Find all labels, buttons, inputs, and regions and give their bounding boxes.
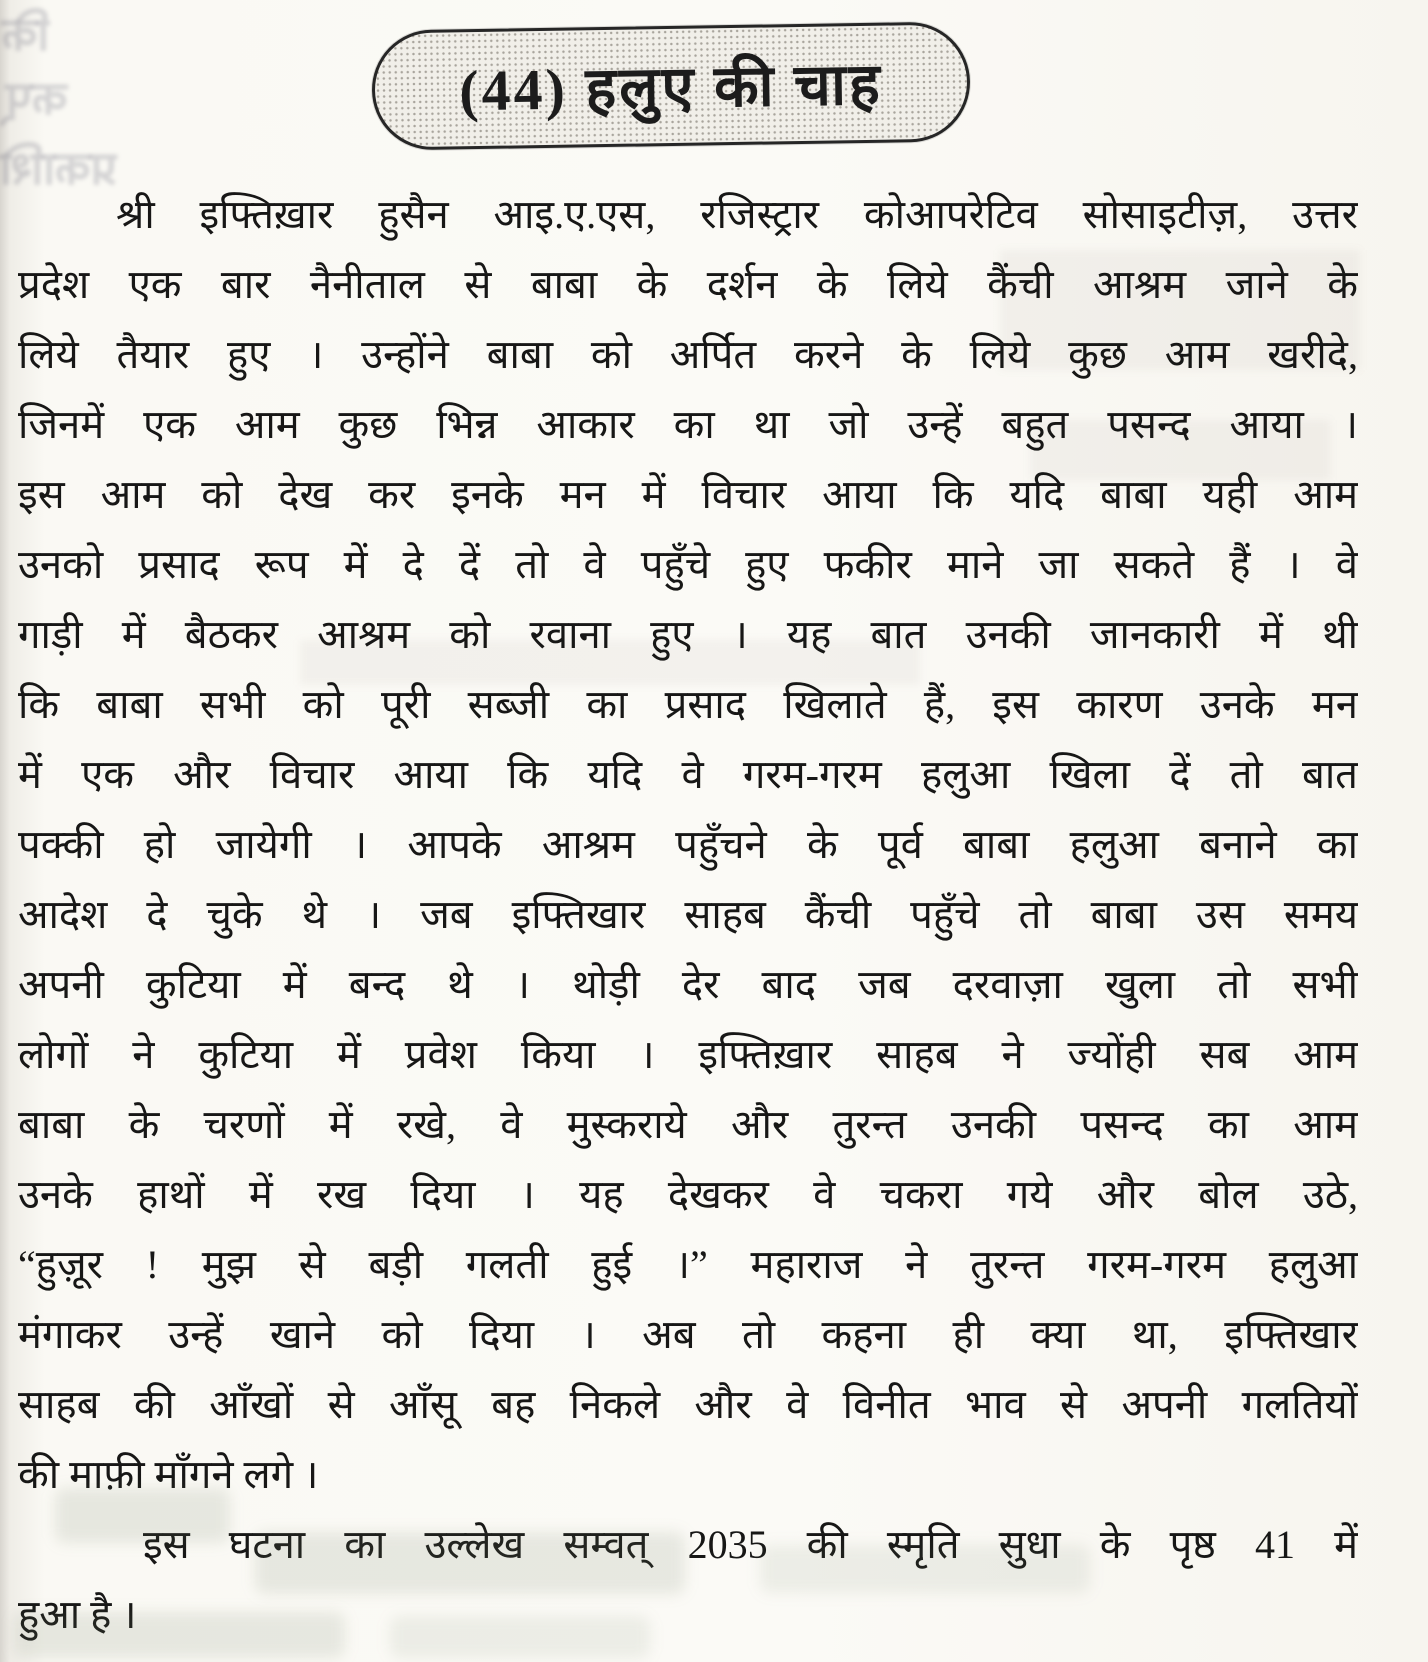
story-text xyxy=(18,180,1358,1650)
text-line: “हुज़ूर ! मुझ से बड़ी गलती हुई ।” महाराज ने तुरन्त गरम-गरम हलुआ xyxy=(18,1242,1358,1287)
text-line: प्रदेश एक बार नैनीताल से बाबा के दर्शन के लिये कैंची आश्रम जाने के xyxy=(18,262,1358,307)
bleedthrough-fragment: प्रकाशि xyxy=(0,143,117,194)
text-line: आदेश दे चुके थे । जब इफ्तिखार साहब कैंची पहुँचे तो बाबा उस समय xyxy=(18,892,1358,937)
text-line: में एक और विचार आया कि यदि वे गरम-गरम हलुआ खिला दें तो बात xyxy=(18,752,1358,797)
text-line: पक्की हो जायेगी । आपके आश्रम पहुँचने के पूर्व बाबा हलुआ बनाने का xyxy=(18,822,1358,867)
text-line: अपनी कुटिया में बन्द थे । थोड़ी देर बाद जब दरवाज़ा खुला तो सभी xyxy=(18,962,1358,1007)
bleedthrough-fragment: कप् xyxy=(6,73,68,124)
text-line: साहब की आँखों से आँसू बह निकले और वे विनीत भाव से अपनी गलतियों xyxy=(18,1382,1358,1427)
text-line: हुआ है । xyxy=(18,1592,137,1637)
chapter-title: (44) हलुए की चाह xyxy=(458,51,884,123)
text-line: लिये तैयार हुए । उन्होंने बाबा को अर्पित करने के लिये कुछ आम खरीदे, xyxy=(18,332,1358,377)
text-line: इस घटना का उल्लेख सम्वत् 2035 की स्मृति सुधा के पृष्ठ 41 में xyxy=(143,1522,1358,1567)
text-line: गाड़ी में बैठकर आश्रम को रवाना हुए । यह बात उनकी जानकारी में थी xyxy=(18,612,1358,657)
bleedthrough-fragment: कि xyxy=(2,9,50,60)
text-line: श्री इफ्तिख़ार हुसैन आइ.ए.एस, रजिस्ट्रार कोआपरेटिव सोसाइटीज़, उत्तर xyxy=(116,192,1358,237)
chapter-title-box xyxy=(371,21,971,150)
text-line: मंगाकर उन्हें खाने को दिया । अब तो कहना ही क्या था, इफ्तिखार xyxy=(18,1312,1358,1357)
text-line: कि बाबा सभी को पूरी सब्जी का प्रसाद खिलाते हैं, इस कारण उनके मन xyxy=(18,682,1358,727)
text-line: बाबा के चरणों में रखे, वे मुस्कराये और तुरन्त उनकी पसन्द का आम xyxy=(18,1102,1358,1147)
text-line: उनको प्रसाद रूप में दे दें तो वे पहुँचे हुए फकीर माने जा सकते हैं । वे xyxy=(18,542,1358,587)
text-line: उनके हाथों में रख दिया । यह देखकर वे चकरा गये और बोल उठे, xyxy=(18,1172,1358,1217)
text-line: इस आम को देख कर इनके मन में विचार आया कि यदि बाबा यही आम xyxy=(18,472,1358,517)
text-line: लोगों ने कुटिया में प्रवेश किया । इफ्तिख़ार साहब ने ज्योंही सब आम xyxy=(18,1032,1358,1077)
text-line: की माफ़ी माँगने लगे । xyxy=(18,1452,319,1497)
text-line: जिनमें एक आम कुछ भिन्न आकार का था जो उन्हें बहुत पसन्द आया । xyxy=(18,402,1358,447)
